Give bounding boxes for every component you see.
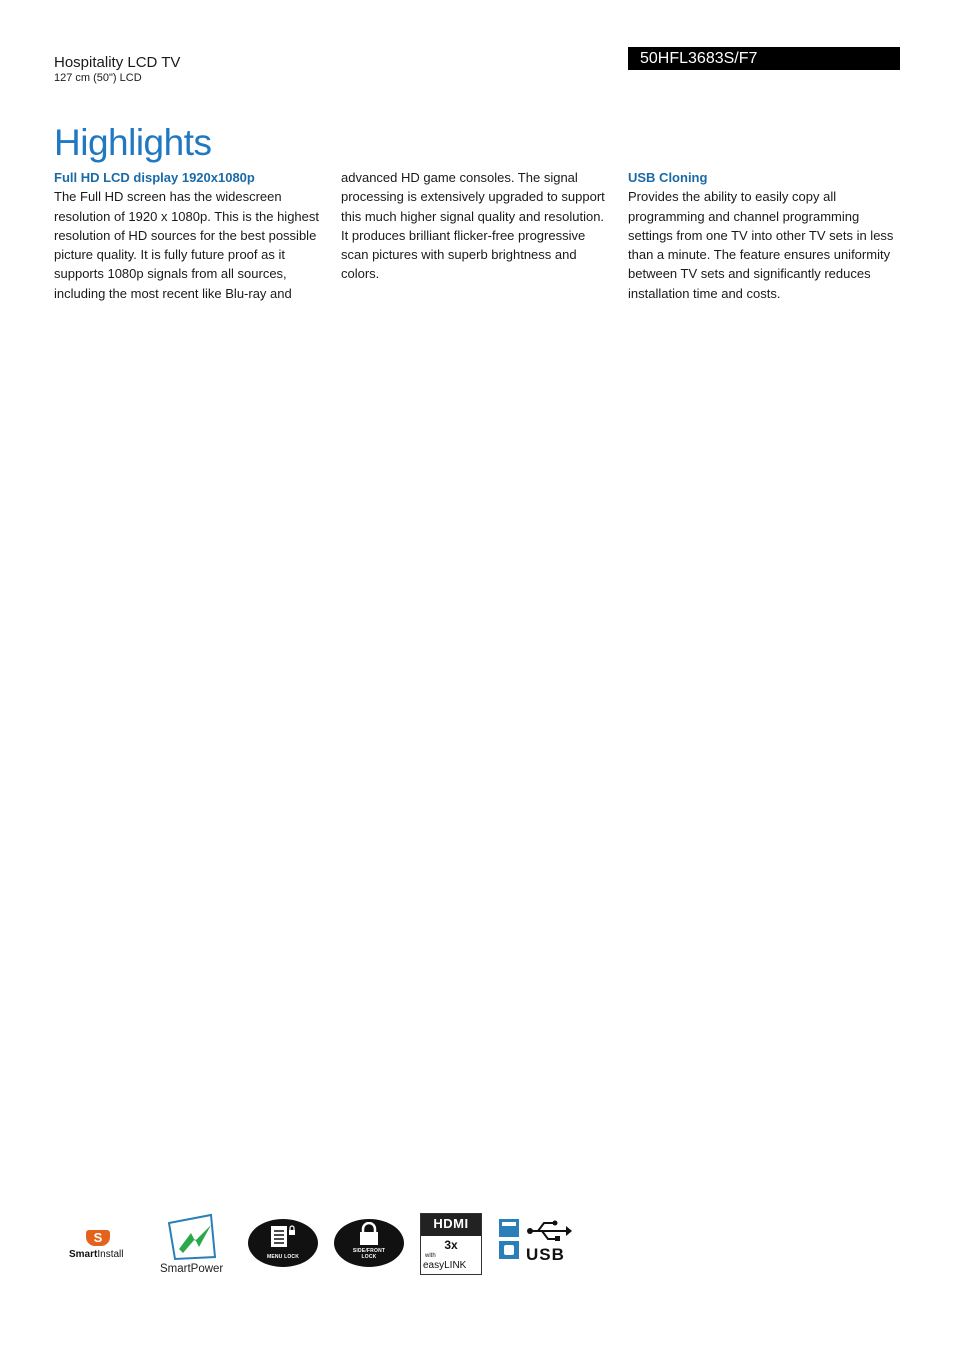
hdmi-brand-text: HDMI — [433, 1216, 469, 1231]
smartpower-icon — [165, 1213, 225, 1263]
model-number-banner: 50HFL3683S/F7 — [628, 47, 900, 70]
smartpower-label: SmartPower — [160, 1263, 224, 1275]
easylink-text: easyLINK — [423, 1260, 467, 1271]
smartpower-logo — [157, 1213, 237, 1277]
usb-cloning-icon — [498, 1217, 526, 1261]
hdmi-easylink-logo — [420, 1213, 482, 1275]
feature-body-full-hd-part1: The Full HD screen has the widescreen resolution of 1920 x 1080p. This is the highest resolution of HD sources for the best possible picture quality. It is fully future proof as it supports 1080p signals from all sources, including the most recent like Blu-ray and — [54, 189, 319, 301]
highlights-column-1 — [54, 168, 326, 303]
usb-logo — [498, 1217, 574, 1267]
page-title: Highlights — [54, 121, 212, 163]
highlights-column-3 — [628, 168, 900, 303]
menu-lock-label: MENU LOCK — [266, 1254, 300, 1260]
product-size: 127 cm (50") LCD — [54, 72, 142, 84]
usb-trident-icon — [526, 1219, 572, 1243]
usb-label: USB — [526, 1245, 565, 1264]
side-front-lock-label: SIDE/FRONT LOCK — [352, 1248, 386, 1260]
feature-title-usb-cloning: USB Cloning — [628, 170, 708, 185]
smartinstall-label: SmartInstall — [69, 1249, 124, 1260]
padlock-icon — [358, 1222, 380, 1246]
menu-lock-icon — [269, 1224, 297, 1250]
menu-lock-badge — [248, 1219, 318, 1267]
smartinstall-logo — [60, 1227, 138, 1263]
feature-logos-strip — [60, 1205, 580, 1285]
side-front-lock-badge — [334, 1219, 404, 1267]
hdmi-with-text: with — [425, 1253, 436, 1259]
highlights-column-2 — [341, 168, 613, 284]
hdmi-port-count: 3x — [444, 1238, 458, 1252]
feature-body-usb-cloning: Provides the ability to easily copy all programming and channel programming settings from one TV into other TV sets in less than a minute. The feature ensures uniformity between TV sets and significantly reduces installation time and costs. — [628, 189, 894, 301]
smartinstall-mark-icon: S — [86, 1230, 110, 1246]
product-category: Hospitality LCD TV — [54, 54, 181, 71]
feature-body-full-hd-part2: advanced HD game consoles. The signal processing is extensively upgraded to support this much higher signal quality and resolution. It produces brilliant flicker-free progressive scan pictures with superb brightness and colors. — [341, 170, 605, 282]
feature-title-full-hd: Full HD LCD display 1920x1080p — [54, 170, 255, 185]
